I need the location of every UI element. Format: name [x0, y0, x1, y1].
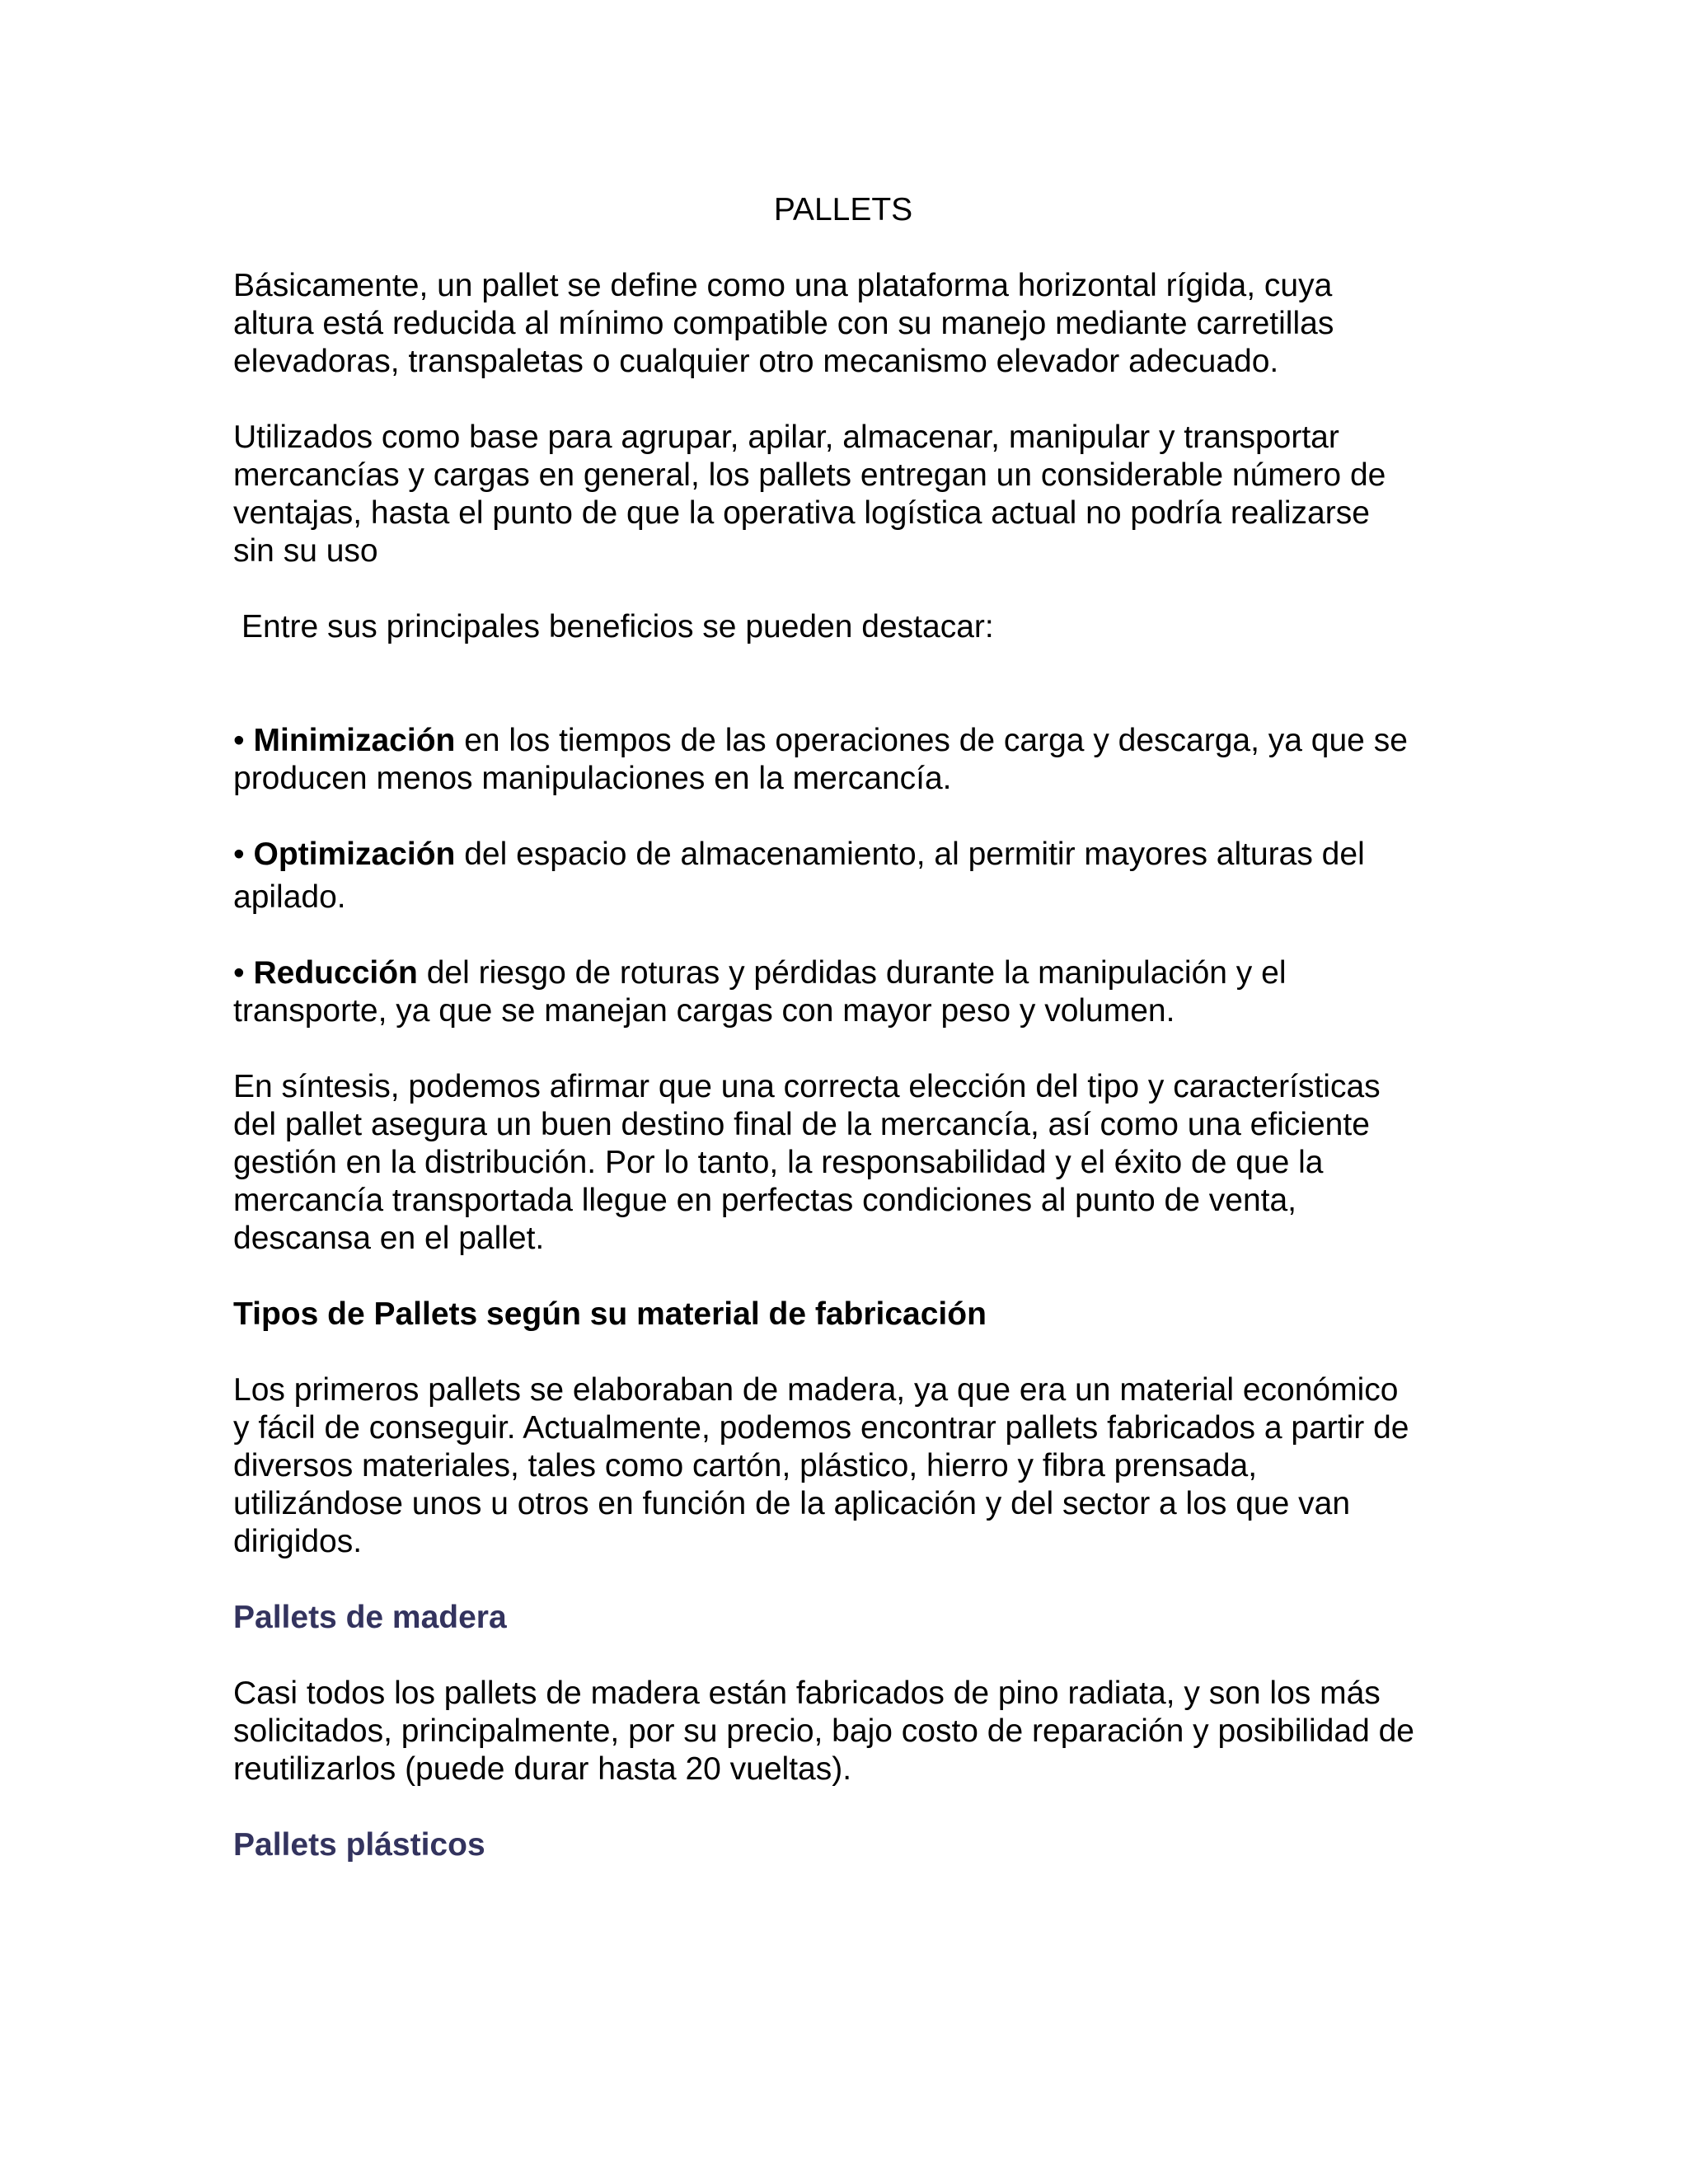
benefit-text: en los tiempos de las operaciones de carga y descarga, ya que se	[455, 723, 1408, 758]
intro-paragraph	[233, 267, 1470, 381]
usage-line-4: sin su uso	[233, 533, 378, 569]
intro-line-1: Básicamente, un pallet se define como una plataforma horizontal rígida, cuya	[233, 268, 1333, 303]
wood-line-2: solicitados, principalmente, por su precio, bajo costo de reparación y posibilidad de	[233, 1713, 1414, 1749]
wood-paragraph	[233, 1675, 1470, 1788]
types-paragraph	[233, 1371, 1470, 1561]
synthesis-line-5: descansa en el pallet.	[233, 1221, 545, 1256]
benefit-term: Minimización	[253, 723, 456, 758]
document-body	[233, 191, 1470, 1902]
types-line-2: y fácil de conseguir. Actualmente, podemos encontrar pallets fabricados a partir de	[233, 1410, 1409, 1446]
types-line-1: Los primeros pallets se elaboraban de madera, ya que era un material económico	[233, 1372, 1399, 1408]
intro-line-3: elevadoras, transpaletas o cualquier otro mecanismo elevador adecuado.	[233, 344, 1279, 379]
benefit-term: Reducción	[253, 955, 418, 991]
intro-line-2: altura está reducida al mínimo compatible con su manejo mediante carretillas	[233, 306, 1334, 341]
benefit-line-2: apilado.	[233, 879, 346, 915]
synthesis-line-4: mercancía transportada llegue en perfectas condiciones al punto de venta,	[233, 1183, 1296, 1218]
benefit-text: del espacio de almacenamiento, al permitir mayores alturas del	[455, 837, 1365, 872]
usage-line-1: Utilizados como base para agrupar, apilar, almacenar, manipular y transportar	[233, 419, 1339, 455]
benefit-item-optimizacion	[233, 836, 1470, 916]
types-line-3: diversos materiales, tales como cartón, plástico, hierro y fibra prensada,	[233, 1448, 1258, 1483]
usage-line-2: mercancías y cargas en general, los pallets entregan un considerable número de	[233, 457, 1386, 493]
spacer	[233, 684, 1470, 722]
synthesis-paragraph	[233, 1068, 1470, 1258]
benefit-line-1	[233, 722, 1470, 760]
benefit-item-minimizacion	[233, 722, 1470, 798]
benefit-line-1	[233, 836, 1470, 874]
benefits-intro: Entre sus principales beneficios se pueden destacar:	[241, 609, 994, 644]
types-line-5: dirigidos.	[233, 1524, 363, 1559]
usage-line-3: ventajas, hasta el punto de que la operativa logística actual no podría realizarse	[233, 495, 1370, 531]
types-heading: Tipos de Pallets según su material de fabricación	[233, 1296, 987, 1332]
benefit-term: Optimización	[253, 837, 456, 872]
types-line-4: utilizándose unos u otros en función de la aplicación y del sector a los que van	[233, 1486, 1351, 1521]
bullet-symbol: •	[233, 723, 245, 758]
synthesis-line-2: del pallet asegura un buen destino final de la mercancía, así como una eficiente	[233, 1107, 1370, 1142]
benefit-line-1	[233, 954, 1470, 992]
usage-paragraph	[233, 419, 1470, 570]
wood-line-3: reutilizarlos (puede durar hasta 20 vueltas).	[233, 1751, 852, 1787]
synthesis-line-3: gestión en la distribución. Por lo tanto, la responsabilidad y el éxito de que la	[233, 1145, 1324, 1180]
benefit-line-2: producen menos manipulaciones en la mercancía.	[233, 761, 952, 796]
synthesis-line-1: En síntesis, podemos afirmar que una correcta elección del tipo y características	[233, 1069, 1381, 1104]
benefit-line-2: transporte, ya que se manejan cargas con mayor peso y volumen.	[233, 993, 1175, 1029]
wood-line-1: Casi todos los pallets de madera están fabricados de pino radiata, y son los más	[233, 1675, 1381, 1711]
bullet-symbol: •	[233, 955, 245, 991]
plastic-heading: Pallets plásticos	[233, 1827, 485, 1863]
benefit-text: del riesgo de roturas y pérdidas durante la manipulación y el	[417, 955, 1287, 991]
bullet-symbol: •	[233, 837, 245, 872]
wood-heading: Pallets de madera	[233, 1600, 507, 1635]
benefit-item-reduccion	[233, 954, 1470, 1030]
page-title: PALLETS	[773, 192, 913, 227]
